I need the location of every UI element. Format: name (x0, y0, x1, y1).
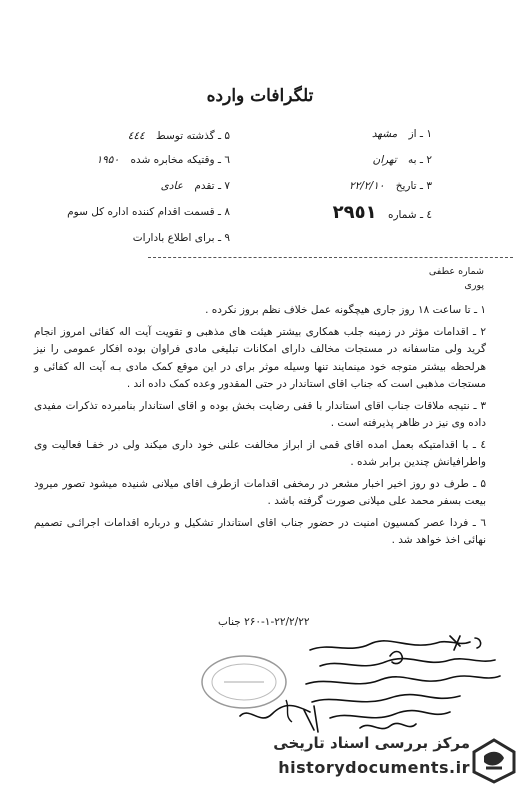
watermark-persian-text: مرکز بررسی اسناد تاریخی (273, 734, 470, 752)
reference-code: شماره عطفی (428, 266, 484, 277)
paragraph-3: ۳ ـ نتیجه ملاقات جناب اقای استاندار با قفی رضایت بخش بوده و اقای استاندار بنامبرده تذکرات مفیدی داده وی نیز در ظاهر پذیرفته است . (34, 399, 486, 429)
header-passed-by: ۵ ـ گذشته توسط ٤٤٤ (127, 130, 230, 142)
header-date: ۳ ـ تاریخ ۲۲/۲/۱۰ (349, 180, 432, 192)
header-divider (148, 257, 513, 258)
watermark-url-text: historydocuments.ir (278, 758, 470, 777)
header-priority: ۷ ـ تقدم عادی (160, 180, 230, 192)
reference-code-sub: پوری (464, 280, 484, 291)
header-from: ۱ ـ از مشهد (371, 128, 432, 140)
paragraph-2: ۲ ـ اقدامات مؤثر در زمینه جلب همکاری بیشتر هیئت های مذهبی و تقویت آیت اله کفائی امروز انجام گرید ولی متاسفانه در مستجات مخالف دارای امکانات تبلیغی مادی فراوان بوده افکار عمومی را نیز هرلحظه بیشتر متوجه خود مینمایند تنها وسیله موثر برای در این موقع کمک مادی بـه آیت اله کفائی و مستجات مذهبی است که جناب اقای استاندار در حتی المقدور وعده کمک داده اند . (34, 325, 486, 390)
document-title: تلگرافات وارده (206, 86, 314, 106)
reference-stamp-line: ۲۶۰-۱-۲۲/۲/۲۲ جناب (218, 616, 310, 628)
header-acting-department: ۸ ـ قسمت اقدام کننده اداره کل سوم (67, 206, 230, 218)
paragraph-1: ۱ ـ تا ساعت ۱۸ روز جاری هیچگونه عمل خلاف نظم بروز نکرده . (205, 304, 486, 316)
header-transmit-time: ٦ ـ وقتیکه مخابره شده ۱۹۵۰ (96, 154, 230, 166)
telegram-body (34, 302, 486, 554)
paragraph-5: ۵ ـ طرف دو روز اخیر اخبار مشعر در رمخفی اقدامات ازطرف اقای میلانی شنیده میشود تصور میرود بیعت بسفر محمد علی میلانی صورت گرفته باشد . (34, 477, 486, 507)
archive-watermark (238, 732, 470, 788)
archive-logo-icon (470, 736, 518, 786)
handwritten-signature (300, 632, 505, 742)
header-number: ٤ ـ شماره ۲۹٥۱ (332, 202, 432, 223)
header-for-information: ۹ ـ برای اطلاع بادارات (132, 232, 230, 244)
flourish-mark-icon (236, 696, 316, 732)
header-to: ۲ ـ به تهران (372, 154, 432, 166)
paragraph-6: ٦ ـ فردا عصر کمسیون امنیت در حضور جناب اقای استاندار تشکیل و درباره اقدامات اجرائـی تصمیم نهائی اخذ خواهد شد . (34, 516, 486, 546)
paragraph-4: ٤ ـ با اقدامتیکه بعمل امده اقای قمی از ابراز مخالفت علنی خود داری میکند ولی در خفـا فعالیت وی واطرافیانش چندین برابر شده . (34, 438, 486, 468)
